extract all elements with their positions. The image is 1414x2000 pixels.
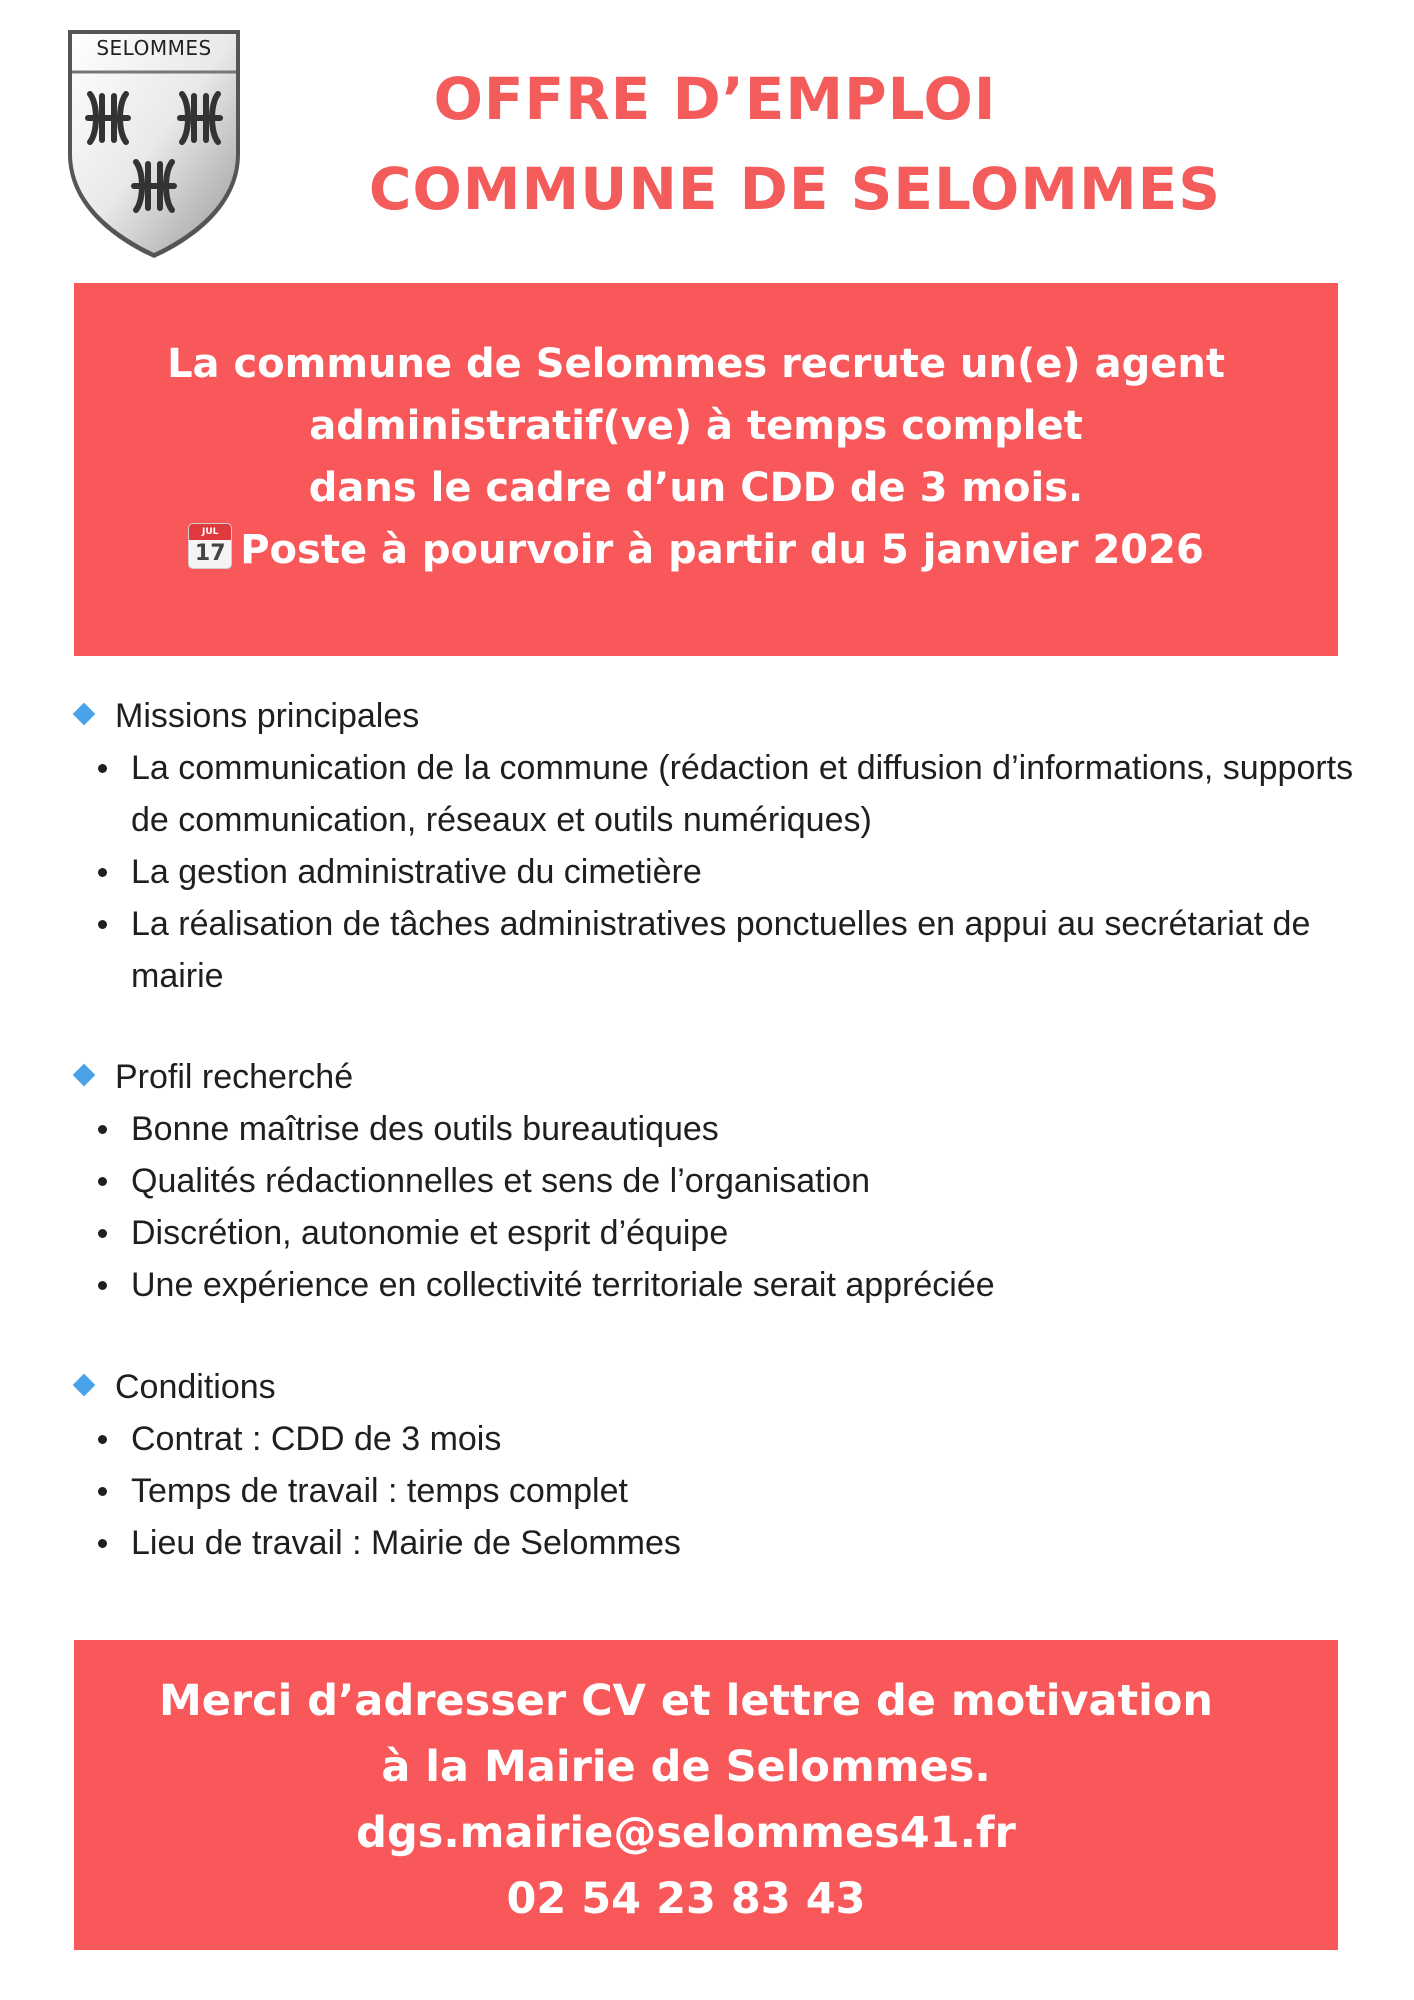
list-item — [70, 1465, 1360, 1517]
bullet-icon — [98, 1487, 107, 1496]
missions-section — [70, 690, 1360, 1002]
list-item-text: La gestion administrative du cimetière — [131, 853, 702, 891]
contact-banner — [74, 1640, 1338, 1950]
blue-diamond-icon — [73, 703, 96, 726]
bullet-icon — [98, 1177, 107, 1186]
bullet-icon — [98, 1539, 107, 1548]
blue-diamond-icon — [73, 1374, 96, 1397]
profil-heading-text: Profil recherché — [115, 1058, 354, 1096]
profil-heading — [70, 1051, 1360, 1103]
list-item — [70, 898, 1360, 1002]
bullet-icon — [98, 920, 107, 929]
list-item-text: La communication de la commune (rédaction et diffusion d’informations, supports de communication, réseaux et outils numériques) — [131, 749, 1354, 839]
conditions-heading-text: Conditions — [115, 1368, 276, 1406]
contact-line1: Merci d’adresser CV et lettre de motivation — [158, 1676, 1214, 1726]
missions-heading — [70, 690, 1360, 742]
profil-list — [70, 1103, 1360, 1311]
contact-line2: à la Mairie de Selommes. — [381, 1742, 991, 1792]
list-item — [70, 846, 1360, 898]
calendar-icon-day: 17 — [194, 541, 226, 566]
missions-heading-text: Missions principales — [115, 697, 420, 735]
profil-section — [70, 1051, 1360, 1311]
intro-banner — [74, 283, 1338, 656]
bullet-icon — [98, 1125, 107, 1134]
intro-line4-wrapper — [74, 519, 1338, 581]
bullet-icon — [98, 1435, 107, 1444]
calendar-icon — [188, 523, 232, 569]
bullet-icon — [98, 868, 107, 877]
conditions-section — [70, 1361, 1360, 1569]
conditions-heading — [70, 1361, 1360, 1413]
intro-line1: La commune de Selommes recrute un(e) agent — [167, 341, 1225, 387]
blue-diamond-icon — [73, 1064, 96, 1087]
list-item — [70, 1413, 1360, 1465]
list-item — [70, 1103, 1360, 1155]
list-item-text: Lieu de travail : Mairie de Selommes — [131, 1524, 681, 1562]
page-title-line2: COMMUNE DE SELOMMES — [368, 155, 1222, 223]
intro-line4: Poste à pourvoir à partir du 5 janvier 2026 — [240, 527, 1204, 573]
list-item — [70, 1259, 1360, 1311]
list-item — [70, 1517, 1360, 1569]
contact-phone[interactable]: 02 54 23 83 43 — [506, 1874, 866, 1924]
list-item — [70, 1155, 1360, 1207]
bullet-icon — [98, 764, 107, 773]
intro-line2: administratif(ve) à temps complet — [309, 403, 1083, 449]
bullet-icon — [98, 1229, 107, 1238]
list-item-text: Discrétion, autonomie et esprit d’équipe — [131, 1214, 729, 1252]
missions-list — [70, 742, 1360, 1002]
list-item-text: Qualités rédactionnelles et sens de l’organisation — [131, 1162, 871, 1200]
list-item-text: Une expérience en collectivité territoriale serait appréciée — [131, 1266, 995, 1304]
page-title-line1: OFFRE D’EMPLOI — [433, 65, 997, 133]
crest-town-name: SELOMMES — [96, 36, 212, 60]
conditions-list — [70, 1413, 1360, 1569]
list-item-text: La réalisation de tâches administratives ponctuelles en appui au secrétariat de mairie — [131, 905, 1311, 995]
list-item — [70, 1207, 1360, 1259]
contact-email[interactable]: dgs.mairie@selommes41.fr — [356, 1808, 1016, 1858]
calendar-icon-month: JUL — [189, 524, 231, 540]
list-item-text: Contrat : CDD de 3 mois — [131, 1420, 502, 1458]
list-item-text: Temps de travail : temps complet — [131, 1472, 628, 1510]
intro-line3: dans le cadre d’un CDD de 3 mois. — [308, 465, 1084, 511]
list-item-text: Bonne maîtrise des outils bureautiques — [131, 1110, 719, 1148]
bullet-icon — [98, 1281, 107, 1290]
list-item — [70, 742, 1360, 846]
